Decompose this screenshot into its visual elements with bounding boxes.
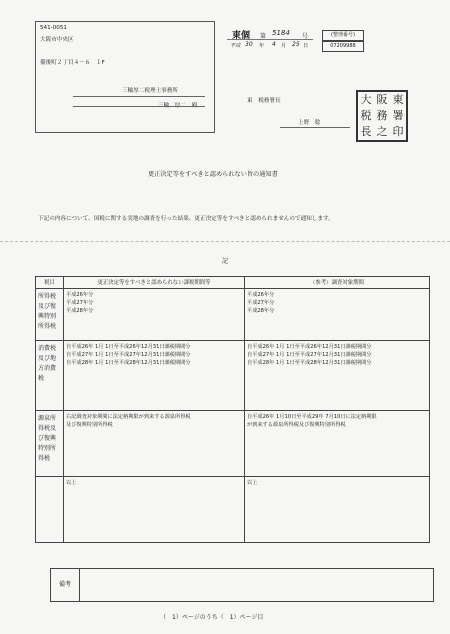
header-periods: 更正決定等をすべきと認められない課税期間等 [64, 277, 245, 289]
recipient-office: 三輪厚二税理士事務所 [122, 88, 178, 94]
ref-line: 平成26年分 [247, 292, 275, 298]
address-divider [73, 96, 205, 97]
period-line: 自平成26年 1月 1日至平成26年12月31日課税期間分 [66, 344, 191, 350]
header-ref: （参考）調査対象期間 [245, 277, 430, 289]
tax-item-cell [36, 477, 64, 543]
address-line-2: 備後町２丁目４－６ １F [40, 60, 105, 66]
ki-heading: 記 [222, 258, 229, 265]
table-row [36, 411, 430, 477]
period-line: 平成28年分 [66, 308, 94, 314]
ref-line: が到来する源泉所得税及び復興特別所得税 [247, 422, 346, 428]
serial-value: 07209988 [322, 41, 364, 52]
tax-item-cell: 所得税及び復興特別所得税 [36, 289, 64, 341]
seal-char: 之 [376, 125, 388, 138]
period-line: 自平成27年 1月 1日至平成27年12月31日課税期間分 [66, 352, 191, 358]
seal-char: 務 [376, 109, 388, 122]
seal-char: 印 [392, 125, 404, 138]
ref-line: 平成27年分 [247, 300, 275, 306]
ref-cell [245, 477, 430, 543]
header-tax-item: 税目 [36, 277, 64, 289]
periods-cell [64, 411, 245, 477]
periods-cell [64, 341, 245, 411]
remarks-box [50, 568, 434, 602]
serial-label: (整理番号) [322, 30, 364, 41]
doc-tsuki: 月 [281, 43, 287, 49]
period-line: 平成26年分 [66, 292, 94, 298]
fold-line [0, 241, 450, 242]
table-row [36, 341, 430, 411]
ref-line: 自平成26年 1月10日至平成29年 7月10日に法定納期限 [247, 414, 377, 420]
seal-char: 長 [360, 125, 372, 138]
doc-number-underline [227, 39, 313, 40]
seal-char: 税 [360, 109, 372, 122]
period-line: 平成27年分 [66, 300, 94, 306]
period-line: 及び復興特別所得税 [66, 422, 113, 428]
doc-nen: 年 [259, 43, 265, 49]
issuer-underline [280, 127, 350, 128]
table-header-row [36, 277, 430, 289]
periods-cell [64, 289, 245, 341]
page-footer: （ 1）ページのうち（ 1）ページ目 [160, 614, 264, 621]
issuer-name: 上野 稔 [298, 120, 321, 126]
period-line: 自平成28年 1月 1日至平成28年12月31日課税期間分 [66, 360, 191, 366]
seal-char: 阪 [376, 93, 388, 106]
recipient-name: 三輪 厚二 殿 [158, 103, 198, 109]
table-row [36, 477, 430, 543]
doc-office-prefix: 東個 [232, 31, 251, 41]
tax-table [35, 276, 430, 543]
doc-day: 25 [292, 41, 300, 48]
tax-item-cell: 源泉所得税及び復興特別所得税 [36, 411, 64, 477]
tax-item-cell: 消費税及び地方消費税 [36, 341, 64, 411]
address-line-1: 大阪市中央区 [40, 37, 74, 43]
seal-char: 大 [360, 93, 372, 106]
ref-line: 自平成26年 1月 1日至平成26年12月31日課税期間分 [247, 344, 372, 350]
period-line: 右記調査対象期間に法定納期限が到来する源泉所得税 [66, 414, 191, 420]
name-underline [73, 106, 205, 107]
periods-cell [64, 477, 245, 543]
seal-char: 署 [392, 109, 404, 122]
ref-line: 以上 [247, 480, 258, 486]
remarks-label: 備考 [51, 569, 80, 601]
official-seal-stamp [356, 90, 408, 142]
doc-month: 4 [272, 41, 276, 48]
ref-line: 自平成27年 1月 1日至平成27年12月31日課税期間分 [247, 352, 372, 358]
ref-cell [245, 289, 430, 341]
issuer-office: 東 税務署長 [247, 98, 281, 104]
notice-title: 更正決定等をすべきと認められない旨の通知書 [148, 171, 278, 178]
table-row [36, 289, 430, 341]
doc-nichi: 日 [303, 43, 309, 49]
postal-code: 541-0051 [40, 25, 67, 31]
doc-number: 5184 [272, 29, 290, 37]
doc-era: 平成 [230, 43, 241, 49]
ref-line: 平成28年分 [247, 308, 275, 314]
doc-year: 30 [245, 41, 253, 48]
ref-line: 自平成28年 1月 1日至平成28年12月31日課税期間分 [247, 360, 372, 366]
ref-cell [245, 411, 430, 477]
doc-go: 号 [302, 33, 309, 40]
intro-text: 下記の内容について、国税に関する実地の調査を行った結果、更正決定等をすべきと認められませんので通知します。 [38, 216, 334, 222]
period-line: 以上 [66, 480, 77, 486]
ref-cell [245, 341, 430, 411]
seal-char: 東 [392, 93, 404, 106]
doc-dai: 第 [260, 33, 267, 40]
